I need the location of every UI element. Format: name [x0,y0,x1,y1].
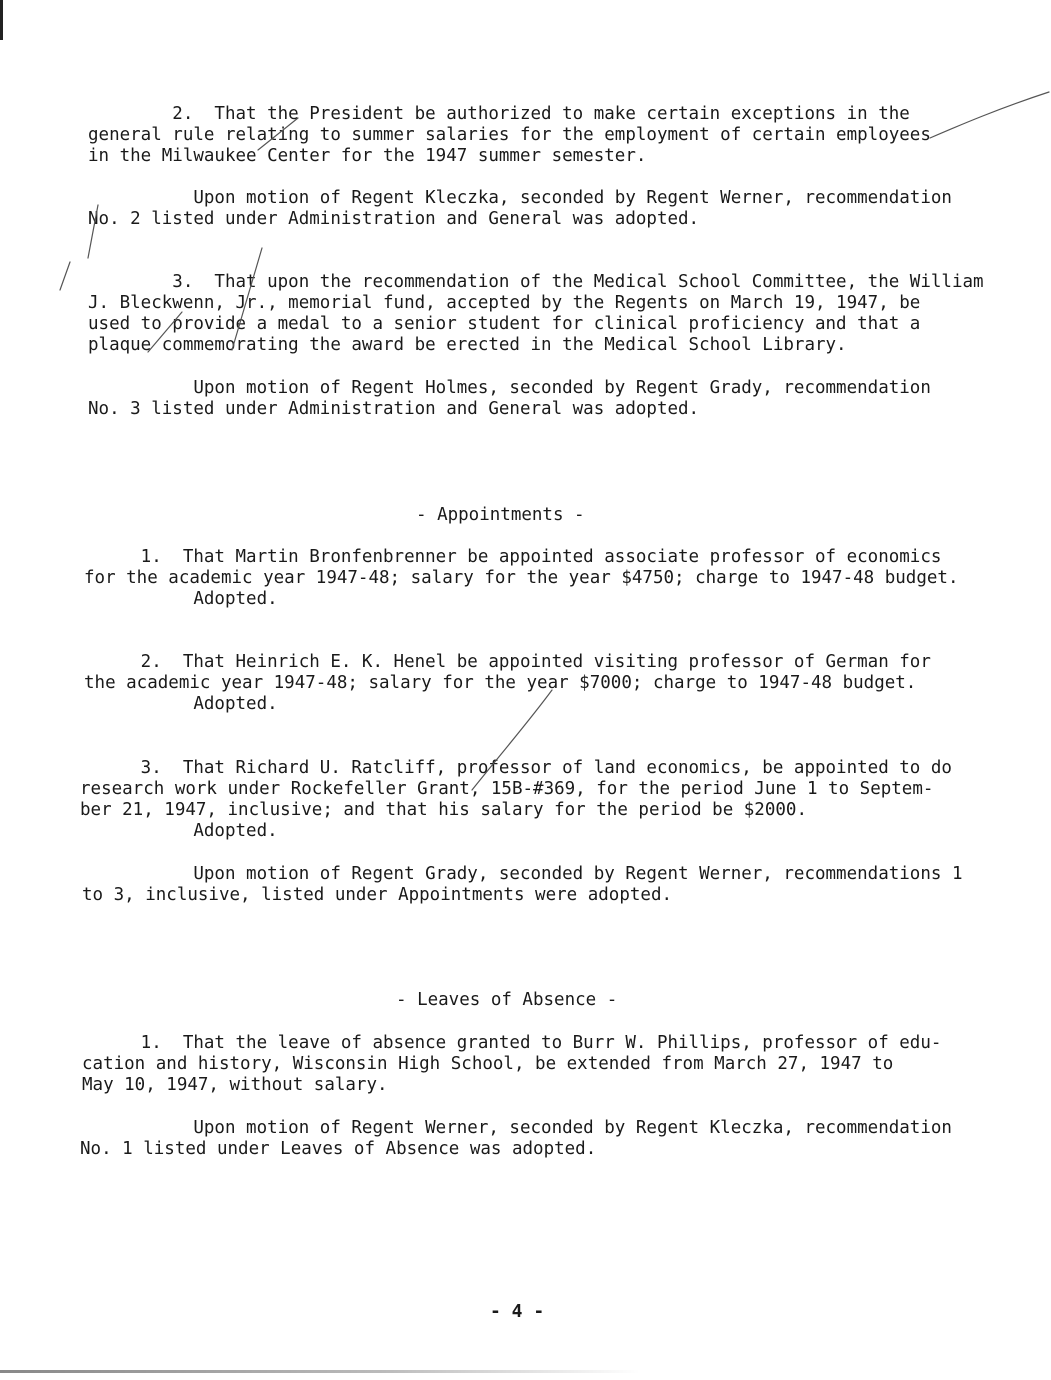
paragraph-line: 3. That upon the recommendation of the Medical School Committee, the William [88,272,984,292]
paragraph-line: in the Milwaukee Center for the 1947 summer semester. [88,146,647,166]
section-heading-leaves-of-absence: - Leaves of Absence - [396,990,618,1010]
paragraph-line: J. Bleckwenn, Jr., memorial fund, accepted by the Regents on March 19, 1947, be [88,293,921,313]
paragraph-line: general rule relating to summer salaries for the employment of certain employees [88,125,931,145]
paragraph-line: No. 1 listed under Leaves of Absence was adopted. [80,1139,597,1159]
adopted-label: Adopted. [88,589,278,609]
paragraph-line: 1. That the leave of absence granted to Burr W. Phillips, professor of edu- [88,1033,942,1053]
scan-edge-mark [0,0,3,40]
paragraph-line: Upon motion of Regent Grady, seconded by Regent Werner, recommendations 1 [88,864,963,884]
section-heading-appointments: - Appointments - [416,505,585,525]
page-number: - 4 - [490,1301,545,1322]
pencil-stroke-top-right [930,92,1049,138]
paragraph-line: the academic year 1947-48; salary for the year $7000; charge to 1947-48 budget. [84,673,917,693]
scan-bottom-edge [0,1370,640,1373]
paragraph-line: 2. That Heinrich E. K. Henel be appointed visiting professor of German for [88,652,931,672]
pencil-stroke-left-margin-b [60,262,70,290]
paragraph-line: Upon motion of Regent Kleczka, seconded by Regent Werner, recommendation [88,188,952,208]
paragraph-line: 1. That Martin Bronfenbrenner be appointed associate professor of economics [88,547,942,567]
adopted-label: Adopted. [88,694,278,714]
paragraph-line: 3. That Richard U. Ratcliff, professor of land economics, be appointed to do [88,758,952,778]
paragraph-line: No. 3 listed under Administration and General was adopted. [88,399,700,419]
paragraph-line: May 10, 1947, without salary. [82,1075,388,1095]
paragraph-line: for the academic year 1947-48; salary for the year $4750; charge to 1947-48 budget. [84,568,959,588]
paragraph-line: ber 21, 1947, inclusive; and that his salary for the period be $2000. [80,800,807,820]
paragraph-line: plaque commemorating the award be erected in the Medical School Library. [88,335,847,355]
paragraph-line: to 3, inclusive, listed under Appointments were adopted. [82,885,673,905]
paragraph-line: No. 2 listed under Administration and General was adopted. [88,209,700,229]
paragraph-line: Upon motion of Regent Werner, seconded by Regent Kleczka, recommendation [88,1118,952,1138]
paragraph-line: research work under Rockefeller Grant, 15B-#369, for the period June 1 to Septem- [80,779,934,799]
paragraph-line: 2. That the President be authorized to make certain exceptions in the [88,104,910,124]
paragraph-line: cation and history, Wisconsin High School, be extended from March 27, 1947 to [82,1054,894,1074]
paragraph-line: used to provide a medal to a senior student for clinical proficiency and that a [88,314,921,334]
paragraph-line: Upon motion of Regent Holmes, seconded by Regent Grady, recommendation [88,378,931,398]
adopted-label: Adopted. [88,821,278,841]
